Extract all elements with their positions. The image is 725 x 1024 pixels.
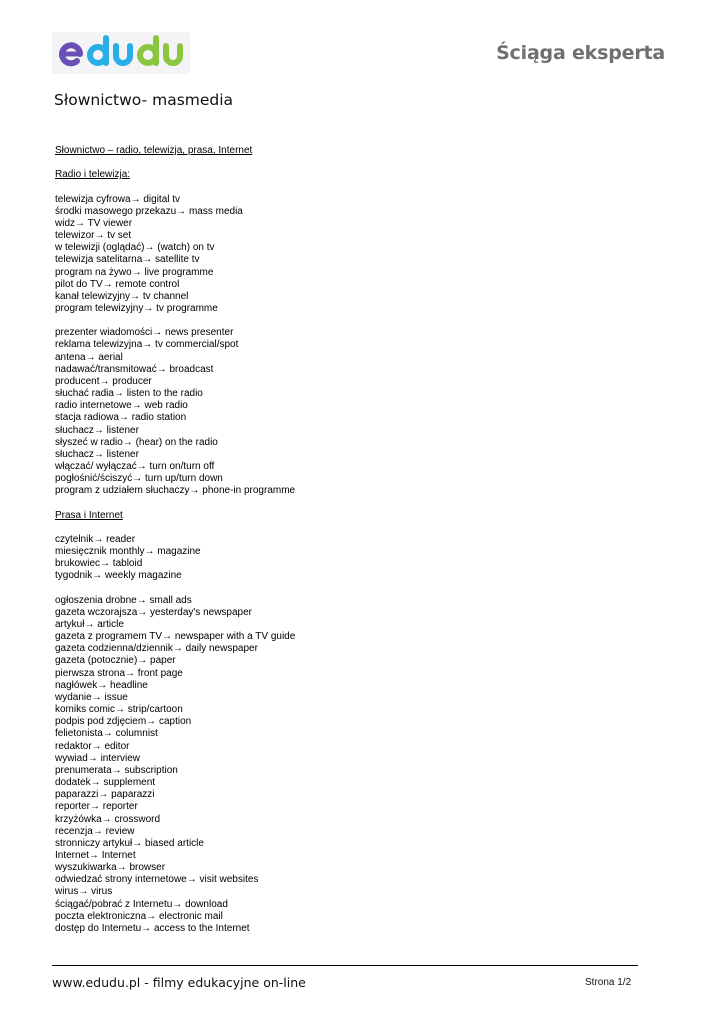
vocab-entry: recenzja→ review bbox=[55, 825, 135, 837]
vocab-entry: telewizja cyfrowa→ digital tv bbox=[55, 193, 181, 205]
vocab-entry: środki masowego przekazu→ mass media bbox=[55, 205, 243, 217]
vocab-entry: wywiad→ interview bbox=[55, 752, 141, 764]
footer-website[interactable]: www.edudu.pl - filmy edukacyjne on-line bbox=[52, 975, 306, 990]
vocab-entry: prezenter wiadomości→ news presenter bbox=[55, 327, 234, 339]
vocab-entry: słuchać radia→ listen to the radio bbox=[55, 388, 203, 400]
vocab-entry: nadawać/transmitować→ broadcast bbox=[55, 363, 214, 375]
vocab-entry: pilot do TV→ remote control bbox=[55, 278, 180, 290]
vocab-entry: ogłoszenia drobne→ small ads bbox=[55, 594, 192, 606]
vocab-entry: felietonista→ columnist bbox=[55, 728, 158, 740]
vocab-entry: wirus→ virus bbox=[55, 886, 113, 898]
vocab-entry: reklama telewizyjna→ tv commercial/spot bbox=[55, 339, 239, 351]
vocab-entry: producent→ producer bbox=[55, 375, 152, 387]
vocab-entry: tygodnik→ weekly magazine bbox=[55, 570, 182, 582]
vocab-entry: słuchacz→ listener bbox=[55, 424, 139, 436]
vocab-entry: czytelnik→ reader bbox=[55, 533, 136, 545]
vocab-entry: program telewizyjny→ tv programme bbox=[55, 303, 218, 314]
vocab-entry: redaktor→ editor bbox=[55, 740, 130, 752]
vocab-entry: ściągać/pobrać z Internetu→ download bbox=[55, 898, 228, 910]
vocab-entry: pogłośnić/ściszyć→ turn up/turn down bbox=[55, 473, 223, 485]
vocab-entry: stacja radiowa→ radio station bbox=[55, 412, 187, 424]
vocab-entry: paparazzi→ paparazzi bbox=[55, 789, 155, 801]
edudu-logo-icon bbox=[52, 32, 190, 74]
vocab-entry: telewizor→ tv set bbox=[55, 230, 132, 242]
vocab-entry: artykuł→ article bbox=[55, 619, 124, 630]
vocab-entry: program na żywo→ live programme bbox=[55, 266, 214, 278]
vocab-entry: dostęp do Internetu→ access to the Internet bbox=[55, 922, 250, 934]
vocab-entry: słuchacz→ listener bbox=[55, 448, 139, 460]
vocab-entry: telewizja satelitarna→ satellite tv bbox=[55, 254, 200, 266]
edudu-logo[interactable] bbox=[52, 32, 190, 74]
vocab-entry: włączać/ wyłączać→ turn on/turn off bbox=[55, 461, 215, 473]
vocab-entry: gazeta z programem TV→ newspaper with a TV guide bbox=[55, 631, 296, 643]
vocab-entry: prenumerata→ subscription bbox=[55, 764, 178, 776]
vocab-entry: kanał telewizyjny→ tv channel bbox=[55, 290, 189, 302]
page-title: Słownictwo- masmedia bbox=[54, 91, 234, 109]
vocab-group-press-internet bbox=[55, 595, 655, 935]
main-heading: Słownictwo – radio, telewizja, prasa, Internet bbox=[55, 145, 253, 156]
vocab-entry: brukowiec→ tabloid bbox=[55, 558, 143, 570]
vocab-entry: krzyżówka→ crossword bbox=[55, 813, 161, 825]
section-heading-press: Prasa i Internet bbox=[55, 509, 123, 521]
vocab-entry: wydanie→ issue bbox=[55, 691, 128, 703]
vocab-entry: gazeta (potocznie)→ paper bbox=[55, 655, 176, 667]
vocab-entry: gazeta codzienna/dziennik→ daily newspaper bbox=[55, 643, 258, 655]
vocab-entry: gazeta wczorajsza→ yesterday's newspaper bbox=[55, 606, 253, 618]
vocab-entry: podpis pod zdjęciem→ caption bbox=[55, 716, 192, 728]
vocab-entry: odwiedzać strony internetowe→ visit websites bbox=[55, 874, 259, 886]
vocab-entry: słyszeć w radio→ (hear) on the radio bbox=[55, 436, 218, 448]
vocab-entry: wyszukiwarka→ browser bbox=[55, 862, 166, 874]
footer-divider bbox=[52, 965, 638, 966]
vocab-entry: Internet→ Internet bbox=[55, 849, 136, 861]
vocab-entry: reporter→ reporter bbox=[55, 801, 138, 813]
vocab-entry: antena→ aerial bbox=[55, 351, 123, 363]
vocab-entry: program z udziałem słuchaczy→ phone-in programme bbox=[55, 485, 296, 497]
vocab-group-press-types bbox=[55, 534, 655, 583]
vocab-entry: nagłówek→ headline bbox=[55, 679, 148, 691]
vocab-entry: widz→ TV viewer bbox=[55, 217, 133, 229]
vocab-entry: dodatek→ supplement bbox=[55, 777, 156, 789]
vocabulary-content bbox=[55, 145, 655, 935]
vocab-entry: poczta elektroniczna→ electronic mail bbox=[55, 910, 223, 922]
vocab-entry: pierwsza strona→ front page bbox=[55, 667, 183, 679]
vocab-entry: w telewizji (oglądać)→ (watch) on tv bbox=[55, 242, 215, 254]
section-heading-radio-tv: Radio i telewizja: bbox=[55, 169, 131, 181]
vocab-entry: radio internetowe→ web radio bbox=[55, 400, 188, 412]
vocab-entry: komiks comic→ strip/cartoon bbox=[55, 704, 183, 716]
vocab-group-tv bbox=[55, 194, 655, 316]
vocab-group-radio bbox=[55, 327, 655, 497]
header-title: Ściąga eksperta bbox=[496, 42, 665, 64]
vocab-entry: stronniczy artykuł→ biased article bbox=[55, 837, 204, 849]
vocab-entry: miesięcznik monthly→ magazine bbox=[55, 546, 201, 558]
page-number: Strona 1/2 bbox=[585, 977, 632, 988]
